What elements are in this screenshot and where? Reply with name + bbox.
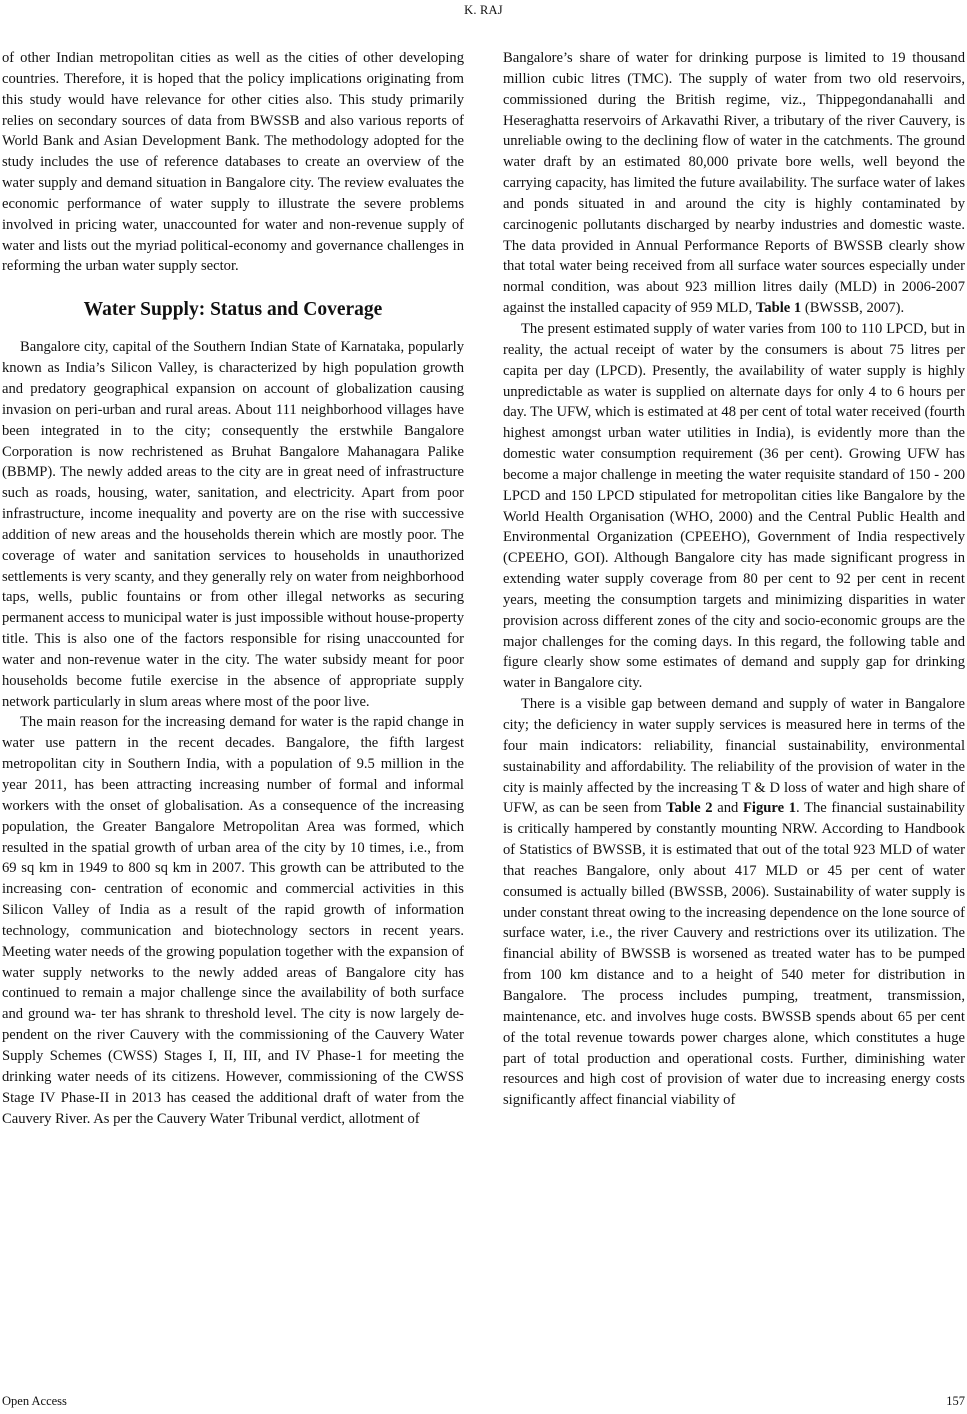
page-number: 157: [946, 1394, 965, 1408]
footer-open-access: Open Access: [2, 1394, 67, 1408]
table-1-reference: Table 1: [755, 300, 802, 317]
paragraph-demand-reason: The main reason for the increasing demand for water is the rapid change in water use pattern in the recent decades. Bangalore, the fifth largest metropolitan city in Southern India, with a population of 9.5 million in the year 2011, has been attracting increasing number of formal and informal workers with the onset of globalisation. As a consequence of the increasing population, the Greater Bangalore Metropolitan Area was formed, which resulted in the spatial growth of urban area of the city by 10 times, i.e., from 69 sq km in 1949 to 800 sq km in 2007. This growth can be attributed to the increasing con- centration of economic and commercial activities in this Silicon Valley of India as a result of the rapid growth of information technology, communication and biotechnology sectors in recent years. Meeting water needs of the growing population together with the expansion of water supply networks to the newly added areas of Bangalore city has continued to remain a major challenge since the availability of both surface and ground wa- ter has shrank to threshold level. The city is now largely de- pendent on the river Cauvery with the commissioning of the Cauvery Water Supply Schemes (CWSS) Stages I, II, III, and IV Phase-1 for meeting the drinking water needs of its citizens. However, commissioning of the CWSS Stage IV Phase-II in 2013 has ceased the additional draft of water from the Cauvery River. As per the Cauvery Water Tribunal verdict, allotment of: [2, 714, 464, 1127]
text-span: . The financial sustainability is critically hampered by constantly mounting NRW. According to Handbook of Statistics of BWSSB, it is estimated that out of the total 923 MLD of water that reaches Bangalore, only about 417 MLD or 45 per cent of water consumed is actually billed (BWSSB, 2006). Sustainability of water supply is under constant threat owing to the increasing dependence on the lone source of surface water, i.e., the river Cauvery and restrictions over its utilization. The financial ability of BWSSB is worsened as treated water has to be pumped from 100 km distance and to a height of 540 meter for distribution in Bangalore. The process includes pumping, treatment, transmission, maintenance, etc. and involves huge costs. BWSSB spends about 65 per cent of the total revenue towards power charges alone, which constitutes a huge part of total production and operational costs. Further, diminishing water resources and high cost of provision of water due to increasing energy costs significantly affect financial viability of: [503, 800, 965, 1109]
table-2-reference: Table 2: [666, 800, 713, 817]
text-span: and: [712, 800, 743, 817]
paragraph-intro-continuation: of other Indian metropolitan cities as well as the cities of other developing countries. Therefore, it is hoped that the policy implications originating from this study would have relevance for other cities also. This study primarily relies on secondary sources of data from BWSSB and also various reports of World Bank and Asian Development Bank. The methodology adopted for the study includes the use of reference databases to create an overview of the water supply and demand situation in Bangalore city. The review evaluates the economic performance of water supply to illustrate the severe problems involved in pricing water, unaccounted for water and non-revenue supply of water and lists out the myriad political-economy and governance challenges in reforming the urban water supply sector.: [2, 50, 464, 275]
figure-1-reference: Figure 1: [742, 800, 797, 817]
text-span: There is a visible gap between demand and supply of water in Bangalore city; the deficiency in water supply services is measured here in terms of the four main indicators: reliability, financial sustainability, environmental sustainability and affordability. The reliability of the provision of water in the city is mainly affected by the increasing T & D loss of water and high share of UFW, as can be seen from: [503, 696, 965, 817]
paragraph-estimated-supply: The present estimated supply of water varies from 100 to 110 LPCD, but in reality, the actual receipt of water by the consumers is about 75 litres per capita per day (LPCD). Presently, the availability of water supply is highly unpredictable as water is supplied on alternate days for only 4 to 6 hours per day. The UFW, which is estimated at 48 per cent of total water received (fourth highest amongst urban water utilities in India), is evidently more than the domestic water consumption requirement (36 per cent). Growing UFW has become a major challenge in meeting the water requisite standard of 150 - 200 LPCD and 150 LPCD stipulated for metropolitan cities like Bangalore by the World Health Organisation (WHO, 2000) and the Central Public Health and Environmental Organization (CPEEHO), Government of India respectively (CPEEHO, GOI). Although Bangalore city has made significant progress in extending water supply coverage from 80 per cent to 92 per cent in recent years, meeting the consumption targets and minimizing disparities in water provision across different zones of the city and socio-economic groups are the major challenges for the coming days. In this regard, the following table and figure clearly show some estimates of demand and supply gap for drinking water in Bangalore city.: [503, 320, 965, 692]
running-head: K. RAJ: [464, 3, 503, 17]
left-column: [2, 48, 464, 1129]
paragraph-bangalore-city: Bangalore city, capital of the Southern Indian State of Karnataka, popularly known as India’s Silicon Valley, is characterized by high population growth and predatory geographical expansion on account of globalization causing invasion on peri-urban and rural areas. About 111 neighborhood villages have been integrated in to the city; consequently the erstwhile Bangalore Corporation is now rechristened as Bruhat Bangalore Mahanagara Palike (BBMP). The newly added areas to the city are in great need of infrastructure such as roads, housing, water, sanitation, and electricity. Apart from poor infrastructure, income inequality and poverty are on the rise with successive addition of new areas and the households therein which are mostly poor. The coverage of water and sanitation services to households in unauthorized settlements is very scanty, and they generally rely on water from neighborhood taps, wells, public fountains or from other illegal networks as securing permanent access to municipal water is just impossible without house-property title. This is also one of the factors responsible for rising unaccounted for water and non-revenue water in the city. The water subsidy meant for poor households become futile exercise in the absence of appropriate supply network particularly in slum areas where most of the poor live.: [2, 339, 464, 710]
section-heading: Water Supply: Status and Coverage: [83, 299, 383, 321]
text-span: (BWSSB, 2007).: [801, 300, 905, 317]
paragraph-demand-supply-gap: [503, 694, 965, 1111]
text-span: Bangalore’s share of water for drinking purpose is limited to 19 thousand million cubic litres (TMC). The supply of water from two old reservoirs, commissioned during the British regime, viz., Thippegondanahalli and Heseraghatta reservoirs of Arkavathi River, a tributary of the river Cauvery, is unreliable owing to the declining flow of water in the catchments. The ground water draft by an estimated 80,000 private bore wells, well beyond the carrying capacity, has limited the future availability. The surface water of lakes and ponds situated in and around the city is highly contaminated by carcinogenic pollutants discharged by nearby industries and domestic waste. The data provided in Annual Performance Reports of BWSSB clearly show that total water being received from all surface water sources especially under normal condition, was about 923 million litres daily (MLD) in 2006-2007 against the installed capacity of 959 MLD,: [503, 50, 965, 317]
right-column: [503, 48, 965, 1111]
paragraph-share-of-water: [503, 48, 965, 319]
